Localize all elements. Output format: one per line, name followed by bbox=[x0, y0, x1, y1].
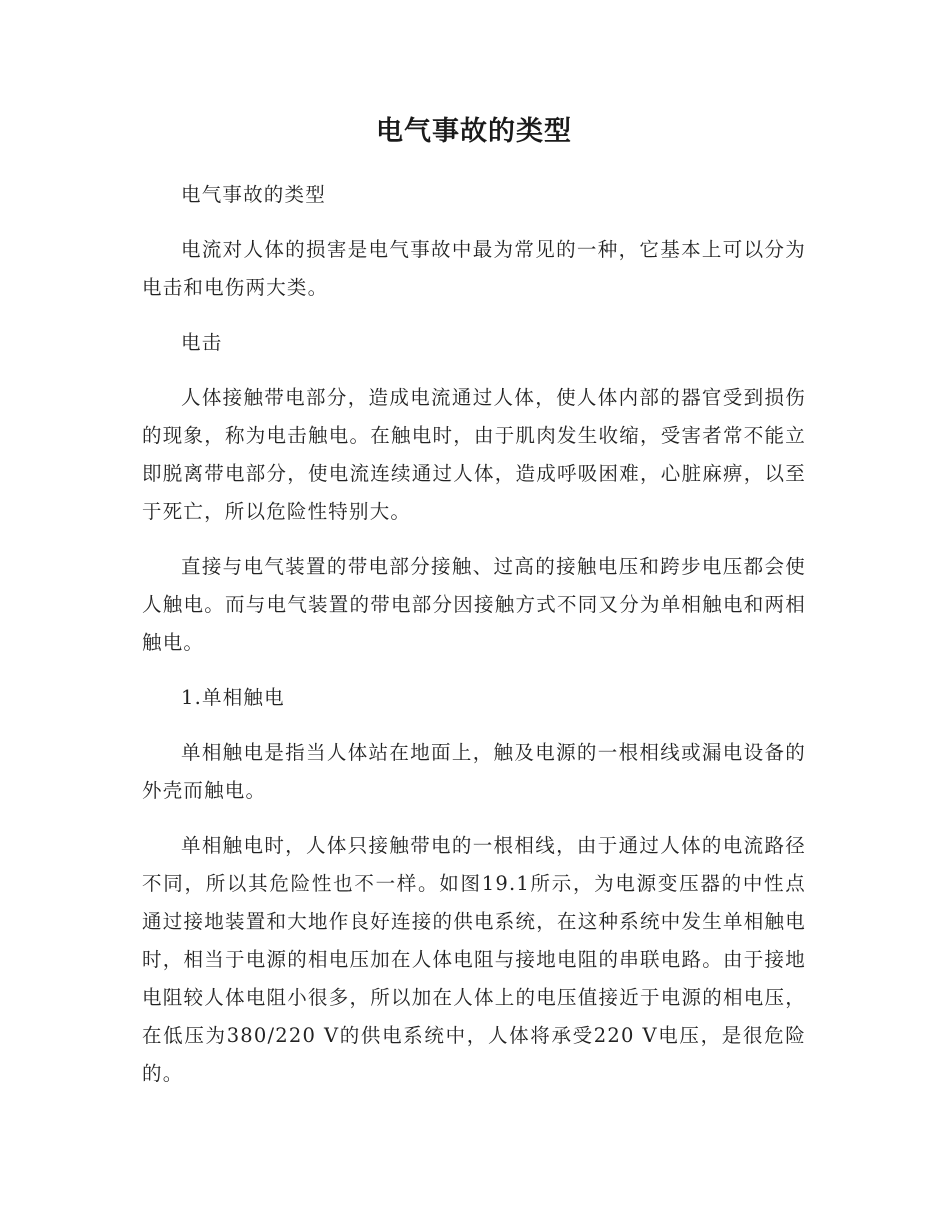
document-page bbox=[142, 110, 806, 1110]
section-heading-single-phase: 1.单相触电 bbox=[181, 686, 285, 709]
intro-paragraph: 电流对人体的损害是电气事故中最为常见的一种，它基本上可以分为电击和电伤两大类。 bbox=[142, 238, 806, 299]
document-title: 电气事故的类型 bbox=[376, 116, 572, 147]
electric-shock-paragraph: 人体接触带电部分，造成电流通过人体，使人体内部的器官受到损伤的现象，称为电击触电。在触电时，由于肌肉发生收缩，受害者常不能立即脱离带电部分，使电流连续通过人体，造成呼吸困难，心脏麻痹，以至于死亡，所以危险性特别大。 bbox=[142, 386, 806, 523]
contact-types-paragraph: 直接与电气装置的带电部分接触、过高的接触电压和跨步电压都会使人触电。而与电气装置的带电部分因接触方式不同又分为单相触电和两相触电。 bbox=[142, 555, 806, 654]
section-heading-electric-shock: 电击 bbox=[181, 331, 223, 354]
single-phase-definition-paragraph: 单相触电是指当人体站在地面上，触及电源的一根相线或漏电设备的外壳而触电。 bbox=[142, 741, 806, 802]
subtitle-paragraph: 电气事故的类型 bbox=[181, 183, 326, 206]
single-phase-detail-paragraph: 单相触电时，人体只接触带电的一根相线，由于通过人体的电流路径不同，所以其危险性也不一样。如图19.1所示，为电源变压器的中性点通过接地装置和大地作良好连接的供电系统，在这种系统中发生单相触电时，相当于电源的相电压加在人体电阻与接地电阻的串联电路。由于接地电阻较人体电阻小很多，所以加在人体上的电压值接近于电源的相电压，在低压为380/220 V的供电系统中，人体将承受220 V电压，是很危险的。 bbox=[142, 834, 806, 1085]
